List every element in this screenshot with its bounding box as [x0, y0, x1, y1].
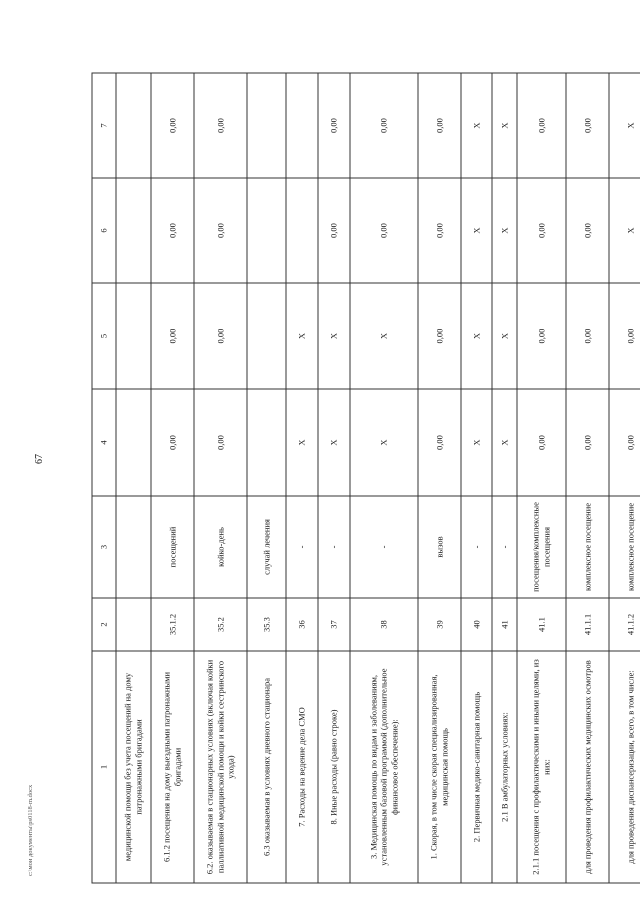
table-cell: - — [350, 496, 418, 598]
table-cell: 0,00 — [151, 178, 194, 283]
table-cell: 0,00 — [517, 73, 566, 178]
table-cell: 0,00 — [318, 178, 350, 283]
table-cell: X — [318, 389, 350, 496]
table-cell: X — [492, 389, 517, 496]
table-row — [116, 73, 151, 883]
row-label-cell: 3. Медицинская помощь по видам и заболеваниям, установленным базовой программой (дополнительное финансовое обеспечение): — [350, 651, 418, 883]
column-header: 6 — [92, 178, 116, 283]
table-cell: 0,00 — [418, 389, 461, 496]
table-cell — [116, 496, 151, 598]
row-label-cell: 6.1.2 посещения на дому выездными патронажными бригадами — [151, 651, 194, 883]
footer-file-path: c:\мои документы\ps0118-m.docx — [27, 784, 34, 876]
table-cell: X — [286, 283, 318, 389]
table-row — [350, 73, 418, 883]
row-label-cell: 2. Первичная медико-санитарная помощь — [461, 651, 492, 883]
table-cell: X — [492, 283, 517, 389]
table-cell — [247, 283, 286, 389]
row-label-cell: 6.3 оказываемая в условиях дневного стационара — [247, 651, 286, 883]
table-cell: 0,00 — [517, 389, 566, 496]
table-cell: комплексное посещение — [566, 496, 609, 598]
table-cell — [116, 598, 151, 651]
table-cell: X — [461, 283, 492, 389]
table-row — [247, 73, 286, 883]
table-cell: случай лечения — [247, 496, 286, 598]
row-label-cell: 6.2. оказываемая в стационарных условиях (включая койки паллиативной медицинской помощи и койки сестринского ухода) — [194, 651, 247, 883]
table-cell: - — [461, 496, 492, 598]
table-cell — [247, 389, 286, 496]
row-label-cell: 1. Скорая, в том числе скорая специализированная, медицинская помощь — [418, 651, 461, 883]
row-label-cell: 7. Расходы на ведение дела СМО — [286, 651, 318, 883]
table-cell: 41.1.1 — [566, 598, 609, 651]
table-cell: 0,00 — [566, 73, 609, 178]
table-cell: - — [286, 496, 318, 598]
table-cell: комплексное посещение — [609, 496, 640, 598]
table-cell: X — [461, 178, 492, 283]
table-cell — [286, 178, 318, 283]
table-row — [492, 73, 517, 883]
table-cell: 0,00 — [609, 283, 640, 389]
table-cell — [247, 73, 286, 178]
table-cell: 36 — [286, 598, 318, 651]
table-cell: 0,00 — [151, 283, 194, 389]
table-cell: 41.1 — [517, 598, 566, 651]
column-header: 7 — [92, 73, 116, 178]
table-row — [318, 73, 350, 883]
column-header: 5 — [92, 283, 116, 389]
table-cell: - — [492, 496, 517, 598]
page-number: 67 — [34, 454, 45, 464]
table-cell: 38 — [350, 598, 418, 651]
table-cell — [116, 283, 151, 389]
table-cell: вызов — [418, 496, 461, 598]
table-cell: 0,00 — [194, 73, 247, 178]
table-cell: 0,00 — [350, 178, 418, 283]
row-label-cell: для проведения профилактических медицинских осмотров — [566, 651, 609, 883]
table-cell: 0,00 — [194, 178, 247, 283]
table-cell: X — [461, 73, 492, 178]
table-row — [609, 73, 640, 883]
table-row — [151, 73, 194, 883]
table-cell: 0,00 — [151, 73, 194, 178]
table-cell: 0,00 — [566, 283, 609, 389]
table-cell — [116, 73, 151, 178]
table-cell: 0,00 — [194, 389, 247, 496]
table-cell: X — [609, 73, 640, 178]
table-cell: 0,00 — [418, 178, 461, 283]
table-cell: 35.2 — [194, 598, 247, 651]
row-label-cell: медицинской помощи без учета посещений на дому патронажными бригадами — [116, 651, 151, 883]
table-row — [194, 73, 247, 883]
table-cell: 40 — [461, 598, 492, 651]
table-cell: 35.3 — [247, 598, 286, 651]
table-cell: X — [350, 389, 418, 496]
table-cell: 0,00 — [194, 283, 247, 389]
row-label-cell: для проведения диспансеризации, всего, в том числе: — [609, 651, 640, 883]
table-cell: X — [492, 73, 517, 178]
table-cell — [286, 73, 318, 178]
table-cell — [116, 178, 151, 283]
table-cell: 0,00 — [566, 178, 609, 283]
table-cell: 37 — [318, 598, 350, 651]
table-cell: 0,00 — [350, 73, 418, 178]
table-header-row — [92, 73, 116, 883]
table-row — [286, 73, 318, 883]
data-table — [91, 72, 640, 883]
table-cell: 0,00 — [418, 73, 461, 178]
table-cell: 0,00 — [151, 389, 194, 496]
table-cell: X — [286, 389, 318, 496]
table-row — [517, 73, 566, 883]
table-cell: 0,00 — [318, 73, 350, 178]
table-row — [566, 73, 609, 883]
row-label-cell: 2.1.1 посещения с профилактическими и иными целями, из них: — [517, 651, 566, 883]
table-cell: койко-день — [194, 496, 247, 598]
table-cell: 0,00 — [609, 389, 640, 496]
table-cell — [247, 178, 286, 283]
column-header: 3 — [92, 496, 116, 598]
row-label-cell: 8. Иные расходы (равно строке) — [318, 651, 350, 883]
table-cell: - — [318, 496, 350, 598]
table-cell: 0,00 — [418, 283, 461, 389]
table-cell: X — [318, 283, 350, 389]
table-cell: 35.1.2 — [151, 598, 194, 651]
column-header: 1 — [92, 651, 116, 883]
table-cell: 0,00 — [517, 283, 566, 389]
table-cell: X — [609, 178, 640, 283]
column-header: 4 — [92, 389, 116, 496]
table-cell: X — [350, 283, 418, 389]
table-cell: 41 — [492, 598, 517, 651]
row-label-cell: 2.1 В амбулаторных условиях: — [492, 651, 517, 883]
table-row — [461, 73, 492, 883]
table-row — [418, 73, 461, 883]
table-cell: посещения/комплексные посещения — [517, 496, 566, 598]
table-cell: посещений — [151, 496, 194, 598]
table-cell — [116, 389, 151, 496]
table-cell: 0,00 — [517, 178, 566, 283]
table-cell: X — [492, 178, 517, 283]
column-header: 2 — [92, 598, 116, 651]
rotated-table-container — [91, 73, 635, 883]
table-cell: X — [461, 389, 492, 496]
data-table-frame — [91, 73, 635, 883]
table-cell: 41.1.2 — [609, 598, 640, 651]
table-cell: 0,00 — [566, 389, 609, 496]
table-cell: 39 — [418, 598, 461, 651]
